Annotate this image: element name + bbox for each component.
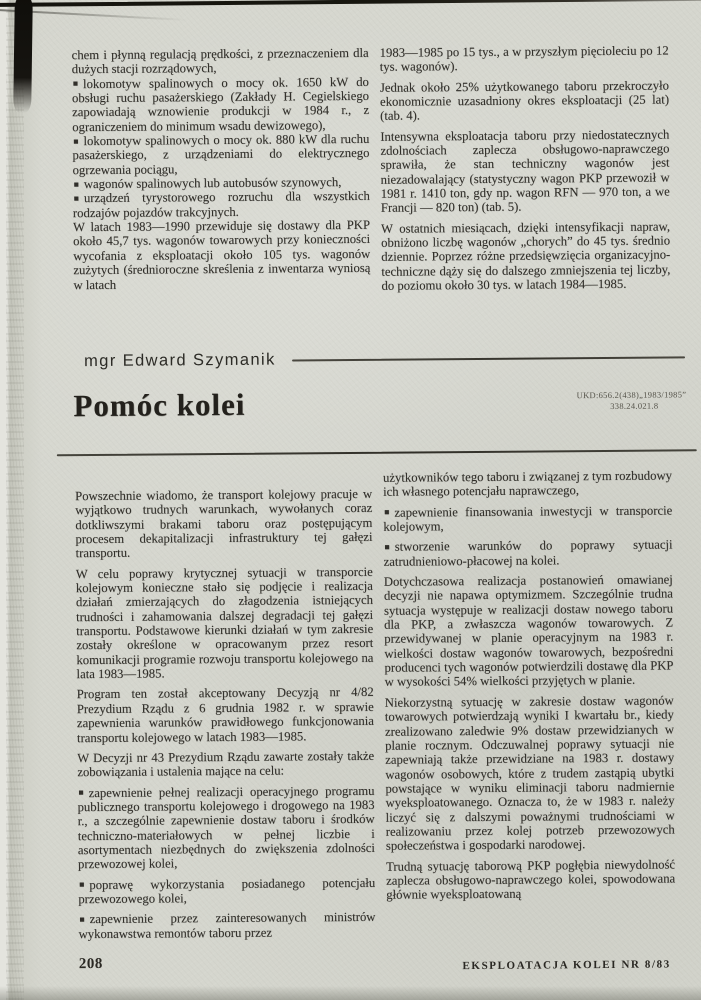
paragraph: W ostatnich miesiącach, dzięki intensyfikacji napraw, obniżono liczbę wagonów „chorych” do 45 tys. średnio dziennie. Poprzez różne przedsięwzięcia organizacyjno-techniczne dąży się do dalszego zmniejszenia tej liczby, do poziomu około 30 tys. w latach 1984—1985. (380, 219, 671, 293)
square-bullet-icon: ■ (384, 541, 390, 552)
paragraph: W celu poprawy krytycznej sytuacji w transporcie kolejowym konieczne stało się podjęcie i realizacja działań zmierzających do złagodzenia istniejących trudności i zahamowania dalszej degradacji tej gałęzi transportu. Podstawowe kierunki działań w tym zakresie zostały określone w opracowanym przez resort komunikacji programie rozwoju transportu kolejowego na lata 1983—1985. (75, 564, 374, 682)
bullet-paragraph: ■ zapewnienie finansowania inwestycji w transporcie kolejowym, (383, 503, 673, 534)
byline-rule (292, 356, 685, 361)
main-right-column (383, 468, 676, 942)
paragraph: chem i płynną regulacją prędkości, z przeznaczeniem dla dużych stacji rozrządowych, (71, 45, 369, 77)
title-bottom-rule (57, 449, 697, 456)
square-bullet-icon: ■ (73, 135, 79, 146)
udk-classification (577, 389, 687, 411)
bullet-paragraph: ■ stworzenie warunków do poprawy sytuacji zatrudnieniowo-płacowej na kolei. (383, 537, 673, 569)
top-right-column (380, 43, 671, 347)
bullet-paragraph: ■ wagonów spalinowych lub autobusów szynowych, (73, 175, 342, 192)
journal-footer: EKSPLOATACJA KOLEI NR 8/83 (462, 958, 671, 973)
bullet-paragraph: ■ zapewnienie przez zainteresowanych ministrów wykonawstwa remontów taboru przez (78, 910, 376, 941)
paragraph: Dotychczasowa realizacja postanowień omawianej decyzji nie napawa optymizmem. Szczególnie trudna sytuacja występuje w realizacji dostaw nowego taboru dla PKP, a zwłaszcza wagonów towarowych. Z przewidywanej w planie operacyjnym na 1983 r. wielkości dostaw wagonów towarowych, bezpośredni producenci tych wagonów potwierdzili dostawę dla PKP w wysokości 54% wielkości przyjętych w planie. (383, 572, 674, 690)
byline-row (84, 347, 685, 371)
square-bullet-icon: ■ (384, 506, 390, 517)
top-text-section (72, 43, 671, 350)
bullet-paragraph: ■ urządzeń tyrystorowego rozruchu dla wszystkich rodzajów pojazdów trakcyjnych. (72, 189, 370, 220)
paragraph: Intensywna eksploatacja taboru przy niedostatecznych zdolnościach zaplecza obsługowo-naprawczego sprawiła, że stan techniczny wagonów jest niezadowalający (statystyczny wagon PKP przewoził w 1981 r. 1410 ton, gdy np. wagon RFN — 970 ton, a we Francji — 820 ton) (tab. 5). (380, 127, 670, 216)
bullet-paragraph: ■ poprawę wykorzystania posiadanego potencjału przewozowego kolei, (78, 875, 376, 907)
paragraph: 1983—1985 po 15 tys., a w przyszłym pięcioleciu po 12 tys. wagonów). (379, 43, 669, 75)
paragraph: Program ten został akceptowany Decyzją nr 4/82 Prezydium Rządu z 6 grudnia 1982 r. w sprawie zapewnienia warunków prawidłowego funkcjonowania transportu kolejowego w latach 1983—1985. (76, 685, 374, 745)
square-bullet-icon: ■ (72, 78, 79, 89)
square-bullet-icon: ■ (79, 879, 85, 890)
paragraph: W Decyzji nr 43 Prezydium Rządu zawarte zostały także zobowiązania i ustalenia mające na celu: (77, 748, 375, 780)
paragraph: Powszechnie wiadomo, że transport kolejowy pracuje w wyjątkowo trudnych warunkach, wywołanych coraz dotkliwszymi brakami taboru oraz postępującym procesem dekapitalizacji infrastruktury tej gałęzi transportu. (75, 486, 373, 561)
paragraph: W latach 1983—1990 przewiduje się dostawy dla PKP około 45,7 tys. wagonów towarowych przy konieczności wycofania z eksploatacji około 105 tys. wagonów zużytych (średnioroczne skreślenia z inwentarza wyniosą w latach (72, 217, 371, 292)
paragraph: Niekorzystną sytuację w zakresie dostaw wagonów towarowych potwierdzają wyniki I kwartału br., kiedy zrealizowano zaledwie 9% dostaw przewidzianych w planie rocznym. Odczuwalnej poprawy sytuacji nie zapewniają także przewidziane na 1983 r. dostawy wagonów osobowych, które z trudem zastąpią ubytki powstające w wyniku eliminacji taboru nadmiernie wyeksploatowanego. Oznacza to, że w 1983 r. należy liczyć się z dalszymi poważnymi trudnościami w realizowaniu przez kolej potrzeb przewozowych społeczeństwa i gospodarki narodowej. (384, 693, 675, 853)
page-number: 208 (78, 955, 103, 973)
bullet-paragraph: ■ lokomotyw spalinowych o mocy ok. 1650 kW do obsługi ruchu pasażerskiego (Zakłady H. Cegielskiego zapowiadają wznowienie produkcji w 1984 r., z ograniczeniem do minimum wsadu dewizowego), (71, 74, 370, 134)
square-bullet-icon: ■ (78, 787, 84, 798)
bullet-paragraph: ■ lokomotyw spalinowych o mocy ok. 880 kW dla ruchu pasażerskiego, z urządzeniami do elektrycznego ogrzewania pociągu, (72, 131, 370, 177)
paragraph: Trudną sytuację taborową PKP pogłębia niewydolność zaplecza obsługowo-naprawczego kolei, spowodowana głównie wyeksploatowaną (385, 857, 676, 903)
udk-line1: UKD:656.2(438)„1983/1985” (576, 389, 687, 401)
bullet-paragraph: ■ zapewnienie pełnej realizacji operacyjnego programu publicznego transportu kolejowego i drogowego na 1983 r., a szczególnie zapewnienie dostaw taboru i środków techniczno-materiałowych w pełnej liczbie i asortymentach niezbędnych do zwiększenia zdolności przewozowej kolei, (77, 783, 375, 872)
main-text-section (75, 468, 676, 945)
author-name: mgr Edward Szymanik (83, 350, 276, 371)
article-title: Pomóc kolei (73, 386, 246, 424)
paragraph: Jednak około 25% użytkowanego taboru przekroczyło ekonomicznie uzasadniony okres eksploatacji (25 lat) (tab. 4). (379, 78, 670, 124)
paragraph: użytkowników tego taboru i związanej z tym rozbudowy ich własnego potencjału naprawczego, (382, 468, 673, 500)
square-bullet-icon: ■ (73, 178, 79, 189)
top-left-column (72, 46, 371, 350)
square-bullet-icon: ■ (79, 913, 85, 924)
udk-line2: 338.24.021.8 (610, 400, 659, 411)
square-bullet-icon: ■ (73, 193, 79, 204)
main-left-column (75, 471, 376, 945)
